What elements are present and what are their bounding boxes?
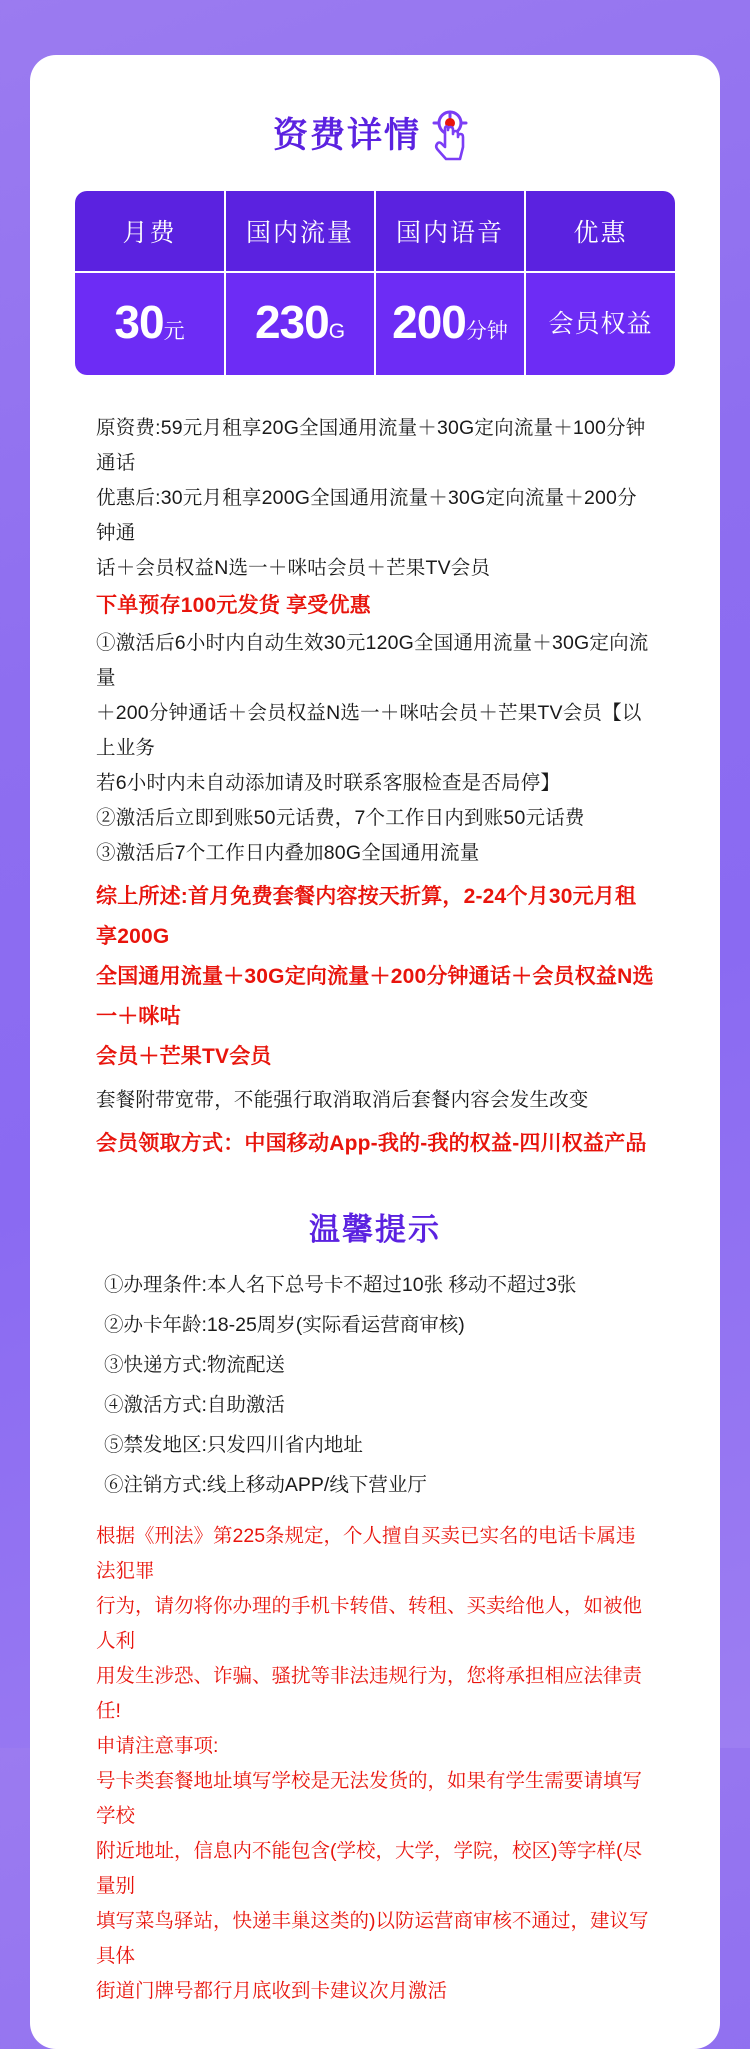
tariff-card — [30, 55, 720, 2049]
tips-section — [30, 1265, 720, 1505]
detail-line-highlight: 下单预存100元发货 享受优惠 — [96, 594, 371, 617]
detail-line: 原资费:59元月租享20G全国通用流量＋30G定向流量＋100分钟通话 — [96, 417, 646, 474]
detail-line: ①激活后6小时内自动生效30元120G全国通用流量＋30G定向流量 — [96, 632, 649, 689]
table-header-row — [75, 191, 675, 272]
legal-line: 号卡类套餐地址填写学校是无法发货的，如果有学生需要请填写学校 — [96, 1770, 643, 1827]
detail-line: ＋200分钟通话＋会员权益N选一＋咪咕会员＋芒果TV会员【以上业务 — [96, 702, 642, 759]
cell-discount — [525, 272, 675, 375]
detail-line-highlight: 综上所述:首月免费套餐内容按天折算，2-24个月30元月租享200G — [96, 885, 637, 948]
data-value: 230 — [254, 296, 329, 348]
tips-title: 温馨提示 — [309, 1212, 441, 1247]
legal-line: 街道门牌号都行月底收到卡建议次月激活 — [96, 1980, 448, 2002]
legal-line: 附近地址，信息内不能包含(学校，大学，学院，校区)等字样(尽量别 — [96, 1840, 642, 1897]
detail-line: ③激活后7个工作日内叠加80G全国通用流量 — [96, 842, 480, 864]
detail-line: 套餐附带宽带，不能强行取消取消后套餐内容会发生改变 — [96, 1089, 589, 1111]
page-title-text: 资费详情 — [272, 116, 421, 155]
detail-line: 话＋会员权益N选一＋咪咕会员＋芒果TV会员 — [96, 557, 491, 579]
table-header-monthly-fee: 月费 — [75, 191, 225, 272]
detail-line: 若6小时内未自动添加请及时联系客服检查是否局停】 — [96, 772, 561, 794]
detail-line: 优惠后:30元月租享200G全国通用流量＋30G定向流量＋200分钟通 — [96, 487, 637, 544]
tip-item: ③快递方式:物流配送 — [104, 1354, 285, 1376]
page-title — [30, 103, 720, 163]
hand-pointer-icon — [423, 109, 477, 163]
detail-line: ②激活后立即到账50元话费，7个工作日内到账50元话费 — [96, 807, 585, 829]
table-header-discount: 优惠 — [525, 191, 675, 272]
details-section — [30, 411, 720, 1164]
legal-line: 申请注意事项: — [96, 1735, 219, 1757]
table-header-domestic-voice: 国内语音 — [375, 191, 525, 272]
monthly-fee-unit: 元 — [163, 320, 185, 343]
data-unit: G — [328, 320, 346, 343]
tip-item: ①办理条件:本人名下总号卡不超过10张 移动不超过3张 — [104, 1274, 577, 1296]
tip-item: ⑥注销方式:线上移动APP/线下营业厅 — [104, 1474, 427, 1496]
cell-domestic-data — [225, 272, 375, 375]
cell-monthly-fee — [75, 272, 225, 375]
benefit-label: 会员权益 — [548, 310, 653, 338]
detail-line-highlight: 会员＋芒果TV会员 — [96, 1045, 272, 1068]
legal-section — [30, 1519, 720, 2009]
legal-line: 根据《刑法》第225条规定，个人擅自买卖已实名的电话卡属违法犯罪 — [96, 1525, 636, 1582]
legal-line: 行为，请勿将你办理的手机卡转借、转租、买卖给他人，如被他人利 — [96, 1595, 643, 1652]
tip-item: ②办卡年龄:18-25周岁(实际看运营商审核) — [104, 1314, 465, 1336]
detail-line-highlight: 全国通用流量＋30G定向流量＋200分钟通话＋会员权益N选一＋咪咕 — [96, 965, 654, 1028]
legal-line: 填写菜鸟驿站，快递丰巢这类的)以防运营商审核不通过，建议写具体 — [96, 1910, 649, 1967]
table-row — [75, 272, 675, 375]
tariff-table — [75, 191, 675, 375]
legal-line: 用发生涉恐、诈骗、骚扰等非法违规行为，您将承担相应法律责任! — [96, 1665, 643, 1722]
detail-line-highlight: 会员领取方式：中国移动App-我的-我的权益-四川权益产品 — [96, 1132, 647, 1155]
voice-value: 200 — [392, 296, 466, 348]
monthly-fee-value: 30 — [114, 296, 164, 348]
voice-unit: 分钟 — [465, 320, 508, 343]
tip-item: ④激活方式:自助激活 — [104, 1394, 285, 1416]
table-header-domestic-data: 国内流量 — [225, 191, 375, 272]
tip-item: ⑤禁发地区:只发四川省内地址 — [104, 1434, 363, 1456]
cell-domestic-voice — [375, 272, 525, 375]
